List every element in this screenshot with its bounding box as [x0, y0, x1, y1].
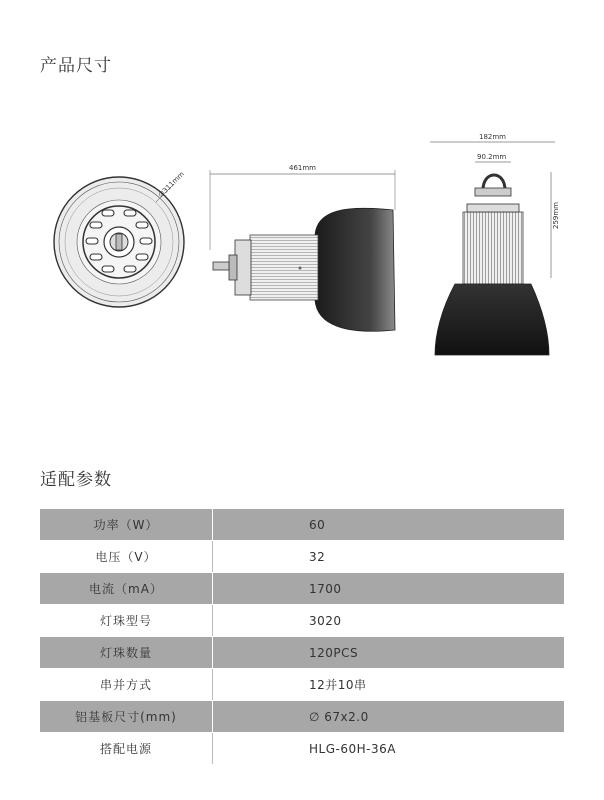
spec-value: 3020	[213, 605, 565, 637]
spec-label: 功率（W）	[40, 509, 213, 541]
spec-value: HLG-60H-36A	[213, 733, 565, 765]
spec-value: 120PCS	[213, 637, 565, 669]
table-row	[40, 733, 564, 765]
front-view-drawing	[44, 160, 194, 310]
table-row	[40, 573, 564, 605]
length-label: 461mm	[289, 164, 316, 172]
bracket-label: 90.2mm	[477, 153, 507, 161]
spec-value: 32	[213, 541, 565, 573]
spec-label: 串并方式	[40, 669, 213, 701]
table-row	[40, 701, 564, 733]
width-dimension	[430, 133, 555, 142]
spec-value: 60	[213, 509, 565, 541]
rear-view-drawing	[425, 130, 565, 365]
diameter-dimension	[156, 170, 186, 202]
width-label: 182mm	[479, 133, 506, 141]
section-title-specs: 适配参数	[40, 470, 112, 490]
spec-label: 铝基板尺寸(mm)	[40, 701, 213, 733]
height-label: 259mm	[552, 202, 560, 229]
spec-value: 12并10串	[213, 669, 565, 701]
spec-label: 电压（V）	[40, 541, 213, 573]
spec-label: 灯珠型号	[40, 605, 213, 637]
spec-value: ∅ 67x2.0	[213, 701, 565, 733]
table-row	[40, 669, 564, 701]
table-row	[40, 509, 564, 541]
spec-label: 搭配电源	[40, 733, 213, 765]
diameter-label: ∅311mm	[156, 170, 186, 200]
side-view-drawing	[205, 150, 405, 340]
spec-label: 电流（mA）	[40, 573, 213, 605]
bracket-dimension	[475, 153, 511, 162]
specs-table	[40, 509, 564, 765]
height-dimension	[551, 172, 560, 278]
table-row	[40, 637, 564, 669]
table-row	[40, 605, 564, 637]
section-title-dimensions: 产品尺寸	[40, 56, 112, 76]
spec-value: 1700	[213, 573, 565, 605]
table-row	[40, 541, 564, 573]
spec-label: 灯珠数量	[40, 637, 213, 669]
